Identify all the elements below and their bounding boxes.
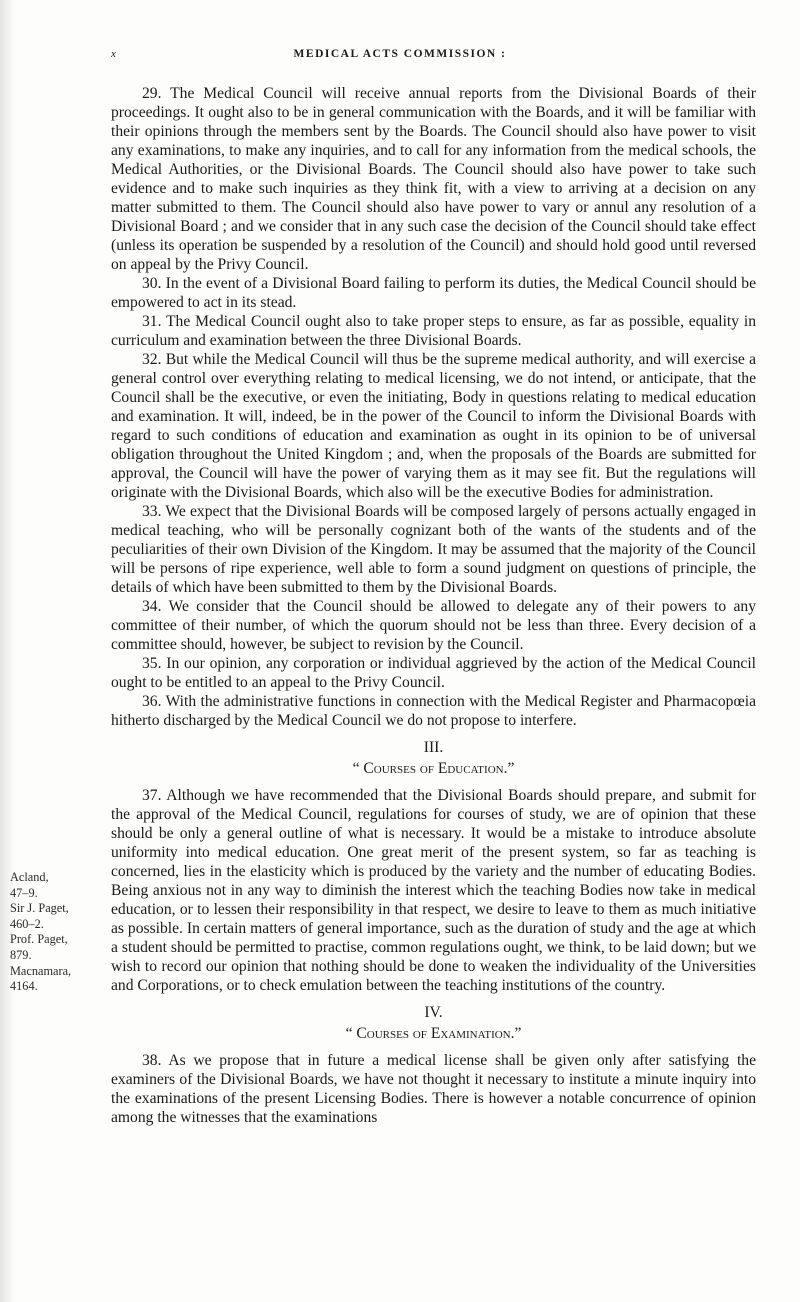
margin-note: 47–9. bbox=[10, 885, 38, 900]
margin-note: 460–2. bbox=[10, 916, 44, 931]
page-number: x bbox=[111, 48, 117, 60]
margin-note: 4164. bbox=[10, 979, 38, 994]
paragraph-33: 33. We expect that the Divisional Boards will be composed largely of persons actually engaged in medical teaching, who will be personally cognizant both of the wants of the students and of the peculiarities of their own Division of the Kingdom. It may be assumed that the majority of the Council will be persons of ripe experience, well able to form a sound judgment on questions of principle, the details of which have been submitted to them by the Divisional Boards. bbox=[111, 503, 756, 596]
paragraph-29: 29. The Medical Council will receive annual reports from the Divisional Boards of their proceedings. It ought also to be in general communication with the Boards, and it will be familiar with their opinions through the members sent by the Boards. The Council should also have power to visit any examinations, to make any inquiries, and to call for any information from the medical schools, the Medical Authorities, or the Divisional Boards. The Council should also have power to take such evidence and to make such inquiries as they think fit, with a view to arriving at a decision on any matter submitted to them. The Council should also have power to vary or annul any resolution of a Divisional Board ; and we consider that in any such case the decision of the Council should take effect (unless its operation be suspended by a resolution of the Council) and should hold good until reversed on appeal by the Privy Council. bbox=[111, 85, 756, 273]
margin-note: Macnamara, bbox=[10, 963, 72, 978]
section-number-iii: III. bbox=[423, 739, 444, 756]
margin-note: Acland, bbox=[10, 870, 49, 884]
paragraph-37: 37. Although we have recommended that the Divisional Boards should prepare, and submit for the approval of the Medical Council, regulations for courses of study, we are of opinion that these should be only a general outline of what is necessary. It would be a mistake to introduce absolute uniformity into medical education. One great merit of the present system, so far as teaching is concerned, lies in the elasticity which is produced by the variety and the number of educating Bodies. Being anxious not in any way to diminish the interest which the teaching Bodies now take in medical education, or to lessen their responsibility in that respect, we desire to leave to them as much initiative as possible. In certain matters of general importance, such as the duration of study and the age at which a student should be permitted to practise, common regulations ought, we think, to be laid down; but we wish to record our opinion that nothing should be done to weaken the individuality of the Universities and Corporations, or to check emulation between the teaching institutions of the country. bbox=[111, 787, 756, 994]
section-number-iv: IV. bbox=[424, 1004, 443, 1021]
paragraph-38: 38. As we propose that in future a medical license shall be given only after satisfying the examiners of the Divisional Boards, we have not thought it necessary to institute a minute inquiry into the examinations of the present Licensing Bodies. There is however a notable concurrence of opinion among the witnesses that the examinations bbox=[111, 1052, 756, 1126]
paragraph-35: 35. In our opinion, any corporation or individual aggrieved by the action of the Medical Council ought to be entitled to an appeal to the Privy Council. bbox=[111, 655, 756, 691]
margin-note: Prof. Paget, bbox=[10, 932, 68, 947]
margin-note: Sir J. Paget, bbox=[10, 901, 69, 916]
running-title: MEDICAL ACTS COMMISSION : bbox=[293, 48, 507, 60]
section-title-courses-of-education: “ Courses of Education.” bbox=[352, 760, 515, 777]
page-gutter-shadow bbox=[0, 0, 14, 1302]
paragraph-34: 34. We consider that the Council should be allowed to delegate any of their powers to any committee of their number, of which the quorum should not be less than three. Every decision of a committee should, however, be subject to revision by the Council. bbox=[111, 598, 756, 653]
paragraph-36: 36. With the administrative functions in connection with the Medical Register and Pharmacopœia hitherto discharged by the Medical Council we do not propose to interfere. bbox=[111, 693, 756, 729]
paragraph-30: 30. In the event of a Divisional Board failing to perform its duties, the Medical Council should be empowered to act in its stead. bbox=[111, 275, 756, 311]
paragraph-31: 31. The Medical Council ought also to take proper steps to ensure, as far as possible, equality in curriculum and examination between the three Divisional Boards. bbox=[111, 313, 756, 349]
body-text bbox=[111, 84, 756, 1127]
margin-notes bbox=[10, 870, 102, 995]
paragraph-32: 32. But while the Medical Council will thus be the supreme medical authority, and will exercise a general control over everything relating to medical licensing, we do not intend, or anticipate, that the Council shall be the executive, or even the initiating, Body in questions relating to medical education and examination. It will, indeed, be in the power of the Council to inform the Divisional Boards with regard to such conditions of education and examination as ought in its opinion to be of universal obligation throughout the United Kingdom ; and, when the proposals of the Boards are submitted for approval, the Council will have the power of varying them as it may see fit. But the regulations will originate with the Divisional Boards, which also will be the executive Bodies for administration. bbox=[111, 351, 756, 501]
margin-note: 879. bbox=[10, 947, 32, 962]
section-title-courses-of-examination: “ Courses of Examination.” bbox=[345, 1025, 522, 1042]
